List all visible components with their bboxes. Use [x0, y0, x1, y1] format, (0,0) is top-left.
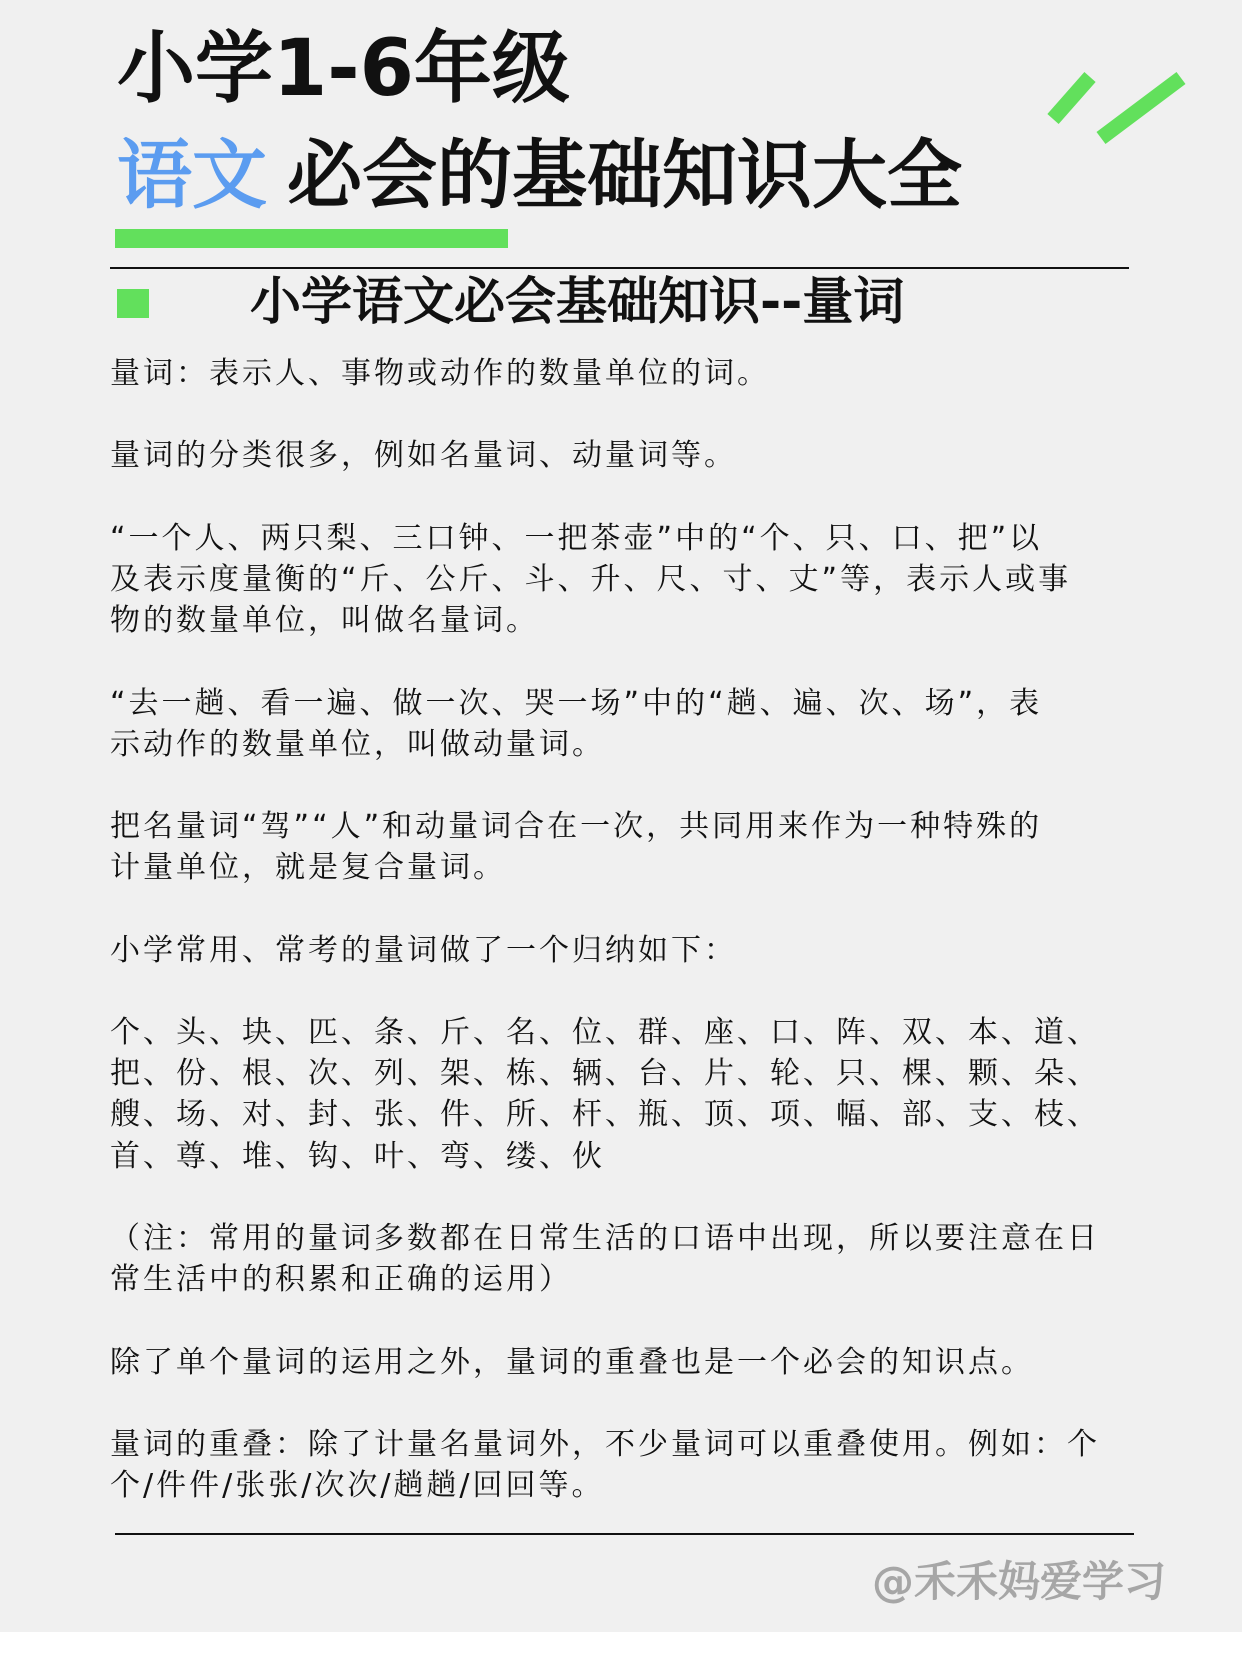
text-line: 把名量词“驾”“人”和动量词合在一次，共同用来作为一种特殊的 [110, 809, 1043, 845]
section-heading: 小学语文必会基础知识--量词 [250, 273, 905, 332]
paragraph-classifier-list [110, 1012, 1150, 1177]
text-line: 个/件件/张张/次次/趟趟/回回等。 [110, 1468, 605, 1504]
top-divider [110, 267, 1129, 269]
title-rest: 必会的基础知识大全 [287, 131, 963, 219]
paragraph-verb-classifiers [110, 683, 1150, 765]
paragraph-note [110, 1218, 1150, 1300]
text-line: 示动作的数量单位，叫做动量词。 [110, 726, 605, 762]
paragraph-classification [110, 435, 1150, 476]
text-line: 艘、场、对、封、张、件、所、杆、瓶、顶、项、幅、部、支、枝、 [110, 1097, 1100, 1133]
title-highlight-subject: 语文 [117, 131, 268, 219]
text-line: 量词的分类很多，例如名量词、动量词等。 [110, 438, 737, 474]
paragraph-compound-classifiers [110, 806, 1150, 888]
text-line: 及表示度量衡的“斤、公斤、斗、升、尺、寸、丈”等，表示人或事 [110, 561, 1072, 597]
title-underline-bar [115, 229, 508, 248]
text-line: 个、头、块、匹、条、斤、名、位、群、座、口、阵、双、本、道、 [110, 1015, 1100, 1050]
bottom-divider [115, 1533, 1134, 1535]
body-content [110, 353, 1150, 1547]
text-line: 常生活中的积累和正确的运用） [110, 1262, 572, 1298]
paragraph-reduplication-intro [110, 1342, 1150, 1383]
text-line: 量词的重叠：除了计量名量词外，不少量词可以重叠使用。例如：个 [110, 1426, 1100, 1462]
green-slash-short [1053, 77, 1090, 119]
paragraph-definition [110, 353, 1150, 394]
text-line: 把、份、根、次、列、架、栋、辆、台、片、轮、只、棵、颗、朵、 [110, 1056, 1100, 1092]
text-line: “一个人、两只梨、三口钟、一把茶壶”中的“个、只、口、把”以 [110, 520, 1043, 556]
text-line: 小学常用、常考的量词做了一个归纳如下： [110, 932, 737, 968]
green-slash-long [1101, 78, 1181, 138]
text-line: 量词：表示人、事物或动作的数量单位的词。 [110, 356, 770, 391]
text-line: （注：常用的量词多数都在日常生活的口语中出现，所以要注意在日 [110, 1220, 1100, 1256]
title-line-2 [117, 131, 962, 219]
text-line: 首、尊、堆、钩、叶、弯、缕、伙 [110, 1138, 605, 1174]
green-slash-decoration-icon [1040, 65, 1200, 155]
text-line: 计量单位，就是复合量词。 [110, 850, 506, 886]
paragraph-reduplication [110, 1424, 1150, 1506]
text-line: 物的数量单位，叫做名量词。 [110, 603, 539, 639]
title-line-1: 小学1-6年级 [117, 24, 570, 114]
section-bullet-square [117, 289, 149, 318]
text-line: 除了单个量词的运用之外，量词的重叠也是一个必会的知识点。 [110, 1344, 1034, 1380]
text-line: “去一趟、看一遍、做一次、哭一场”中的“趟、遍、次、场”，表 [110, 685, 1043, 721]
author-watermark: @禾禾妈爱学习 [871, 1557, 1166, 1606]
paragraph-noun-classifiers [110, 518, 1150, 642]
paragraph-summary-intro [110, 930, 1150, 971]
